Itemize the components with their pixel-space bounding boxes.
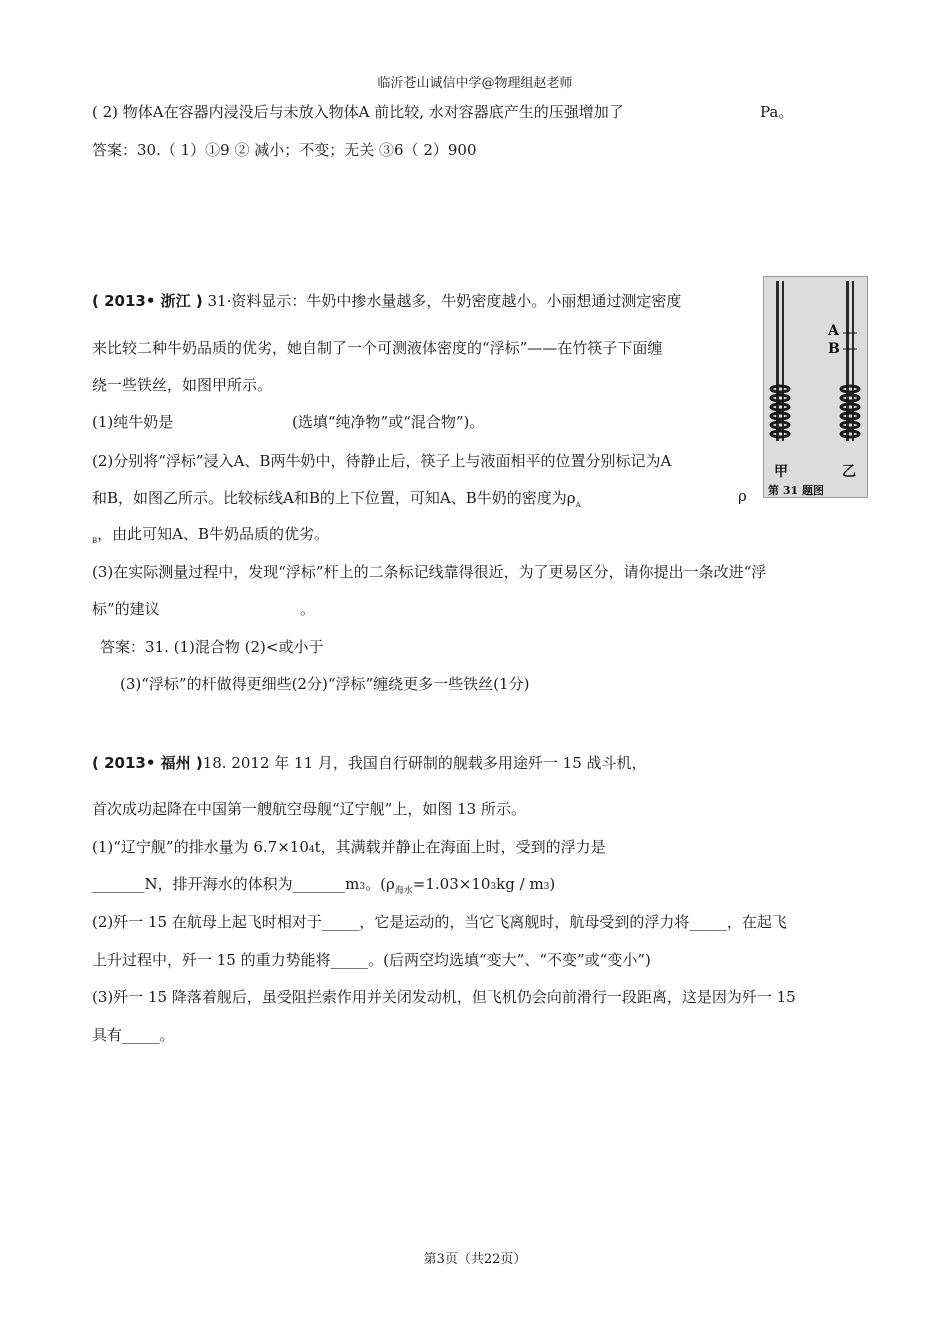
- figure-label-yi: 乙: [842, 464, 856, 480]
- q31-sub3-end: 。: [300, 600, 316, 618]
- q31-answer2: (3)“浮标”的杆做得更细些(2分)“浮标”缠绕更多一些铁丝(1分): [120, 675, 530, 693]
- q18-blank-force: _______: [92, 875, 145, 893]
- q18-blank-volume: _______: [292, 875, 346, 893]
- q31-figure: [763, 276, 868, 498]
- q18-sub1-rho: 。(ρ: [365, 875, 395, 893]
- q31-sub2-line1: (2)分别将“浮标”浸入A、B两牛奶中，待静止后，筷子上与液面相平的位置分别标记为A: [92, 452, 672, 470]
- q31-sub2-line2: [92, 487, 581, 509]
- q18-line2: 首次成功起降在中国第一艘航空母舰“辽宁舰”上，如图 13 所示。: [92, 800, 526, 818]
- figure-label-a: A: [828, 323, 839, 339]
- q18-sub1-m: m: [345, 875, 360, 893]
- q18-sub1-exp4: 3: [490, 882, 497, 892]
- q30-answer: 答案：30.（ 1）①9 ② 减小；不变；无关 ③6（ 2）900: [92, 141, 477, 159]
- q31-sub2-end: ，由此可知A、B牛奶品质的优劣。: [97, 525, 330, 543]
- q31-rho-b: ρ: [738, 487, 747, 505]
- q18-line1: [92, 752, 647, 773]
- q30-part2: ( 2) 物体A在容器内浸没后与未放入物体A 前比较, 水对容器底产生的压强增加了: [92, 103, 624, 121]
- q31-rho-b-sub: B: [92, 537, 98, 545]
- q31-answer1: 答案：31. (1)混合物 (2)<或小于: [100, 638, 324, 656]
- q31-sub3-line2: 标”的建议: [92, 600, 160, 618]
- q18-source: ( 2013• 福州 ): [92, 754, 203, 772]
- q31-sub2-line3: [92, 523, 329, 545]
- q18-sub1-exp3: 3: [359, 882, 366, 892]
- q31-line2: 来比较二种牛奶品质的优劣，她自制了一个可测液体密度的“浮标”——在竹筷子下面缠: [92, 339, 663, 357]
- q18-sub1-sea: 海水: [394, 886, 413, 896]
- q18-sub1-unit: kg / m: [496, 875, 544, 893]
- q18-sub1-b: t，其满载并静止在海面上时，受到的浮力是: [314, 838, 606, 856]
- q30-unit: Pa。: [760, 103, 794, 121]
- q18-sub1-close: ): [549, 875, 556, 893]
- q31-source: ( 2013• 浙江 ): [92, 292, 203, 310]
- page-footer: 第3页（共22页）: [423, 1252, 527, 1267]
- figure-label-b: B: [828, 341, 840, 357]
- q31-rho-a-sub: A: [575, 501, 581, 509]
- q18-sub3-line1: (3)歼一 15 降落着舰后，虽受阻拦索作用并关闭发动机，但飞机仍会向前滑行一段距离，这是因为歼一 15: [92, 988, 796, 1006]
- q31-sub3-line1: (3)在实际测量过程中，发现“浮标”杆上的二条标记线靠得很近，为了更易区分，请你提出一条改进“浮: [92, 563, 767, 581]
- figure-label-jia: 甲: [774, 464, 788, 480]
- q31-line1: [92, 290, 681, 311]
- q31-text-1: 31·资料显示：牛奶中掺水量越多，牛奶密度越小。小丽想通过测定密度: [207, 292, 682, 310]
- q31-line3: 绕一些铁丝，如图甲所示。: [92, 376, 273, 394]
- q18-sub1-line2: [92, 873, 555, 896]
- q18-sub3-line2: 具有_____。: [92, 1026, 175, 1044]
- q18-sub1-a: (1)“辽宁舰”的排水量为 6.7×10: [92, 838, 309, 856]
- q18-text-1: 18. 2012 年 11 月，我国自行研制的舰载多用途歼一 15 战斗机，: [202, 754, 647, 772]
- q31-sub1-prefix: (1)纯牛奶是: [92, 413, 174, 431]
- q18-sub1-exp1: 4: [308, 845, 315, 855]
- q18-sub1-n: N，排开海水的体积为: [144, 875, 293, 893]
- q18-sub2-line1: (2)歼一 15 在航母上起飞时相对于_____，它是运动的，当它飞离舰时，航母受到的浮力将_____，在起飞: [92, 913, 787, 931]
- q18-sub1-line1: [92, 836, 606, 857]
- q31-sub1-suffix: (选填“纯净物”或“混合物”)。: [292, 413, 485, 431]
- q18-sub2-line2: 上升过程中，歼一 15 的重力势能将_____。(后两空均选填“变大”、“不变”或“变小”): [92, 951, 651, 969]
- page-header: 临沂苍山诚信中学@物理组赵老师: [377, 76, 573, 91]
- q31-sub2-text: 和B，如图乙所示。比较标线A和B的上下位置，可知A、B牛奶的密度为ρ: [92, 489, 576, 507]
- q18-sub1-val: =1.03×10: [412, 875, 491, 893]
- figure-caption: 第 31 题图: [768, 484, 824, 497]
- q18-sub1-exp5: 3: [543, 882, 550, 892]
